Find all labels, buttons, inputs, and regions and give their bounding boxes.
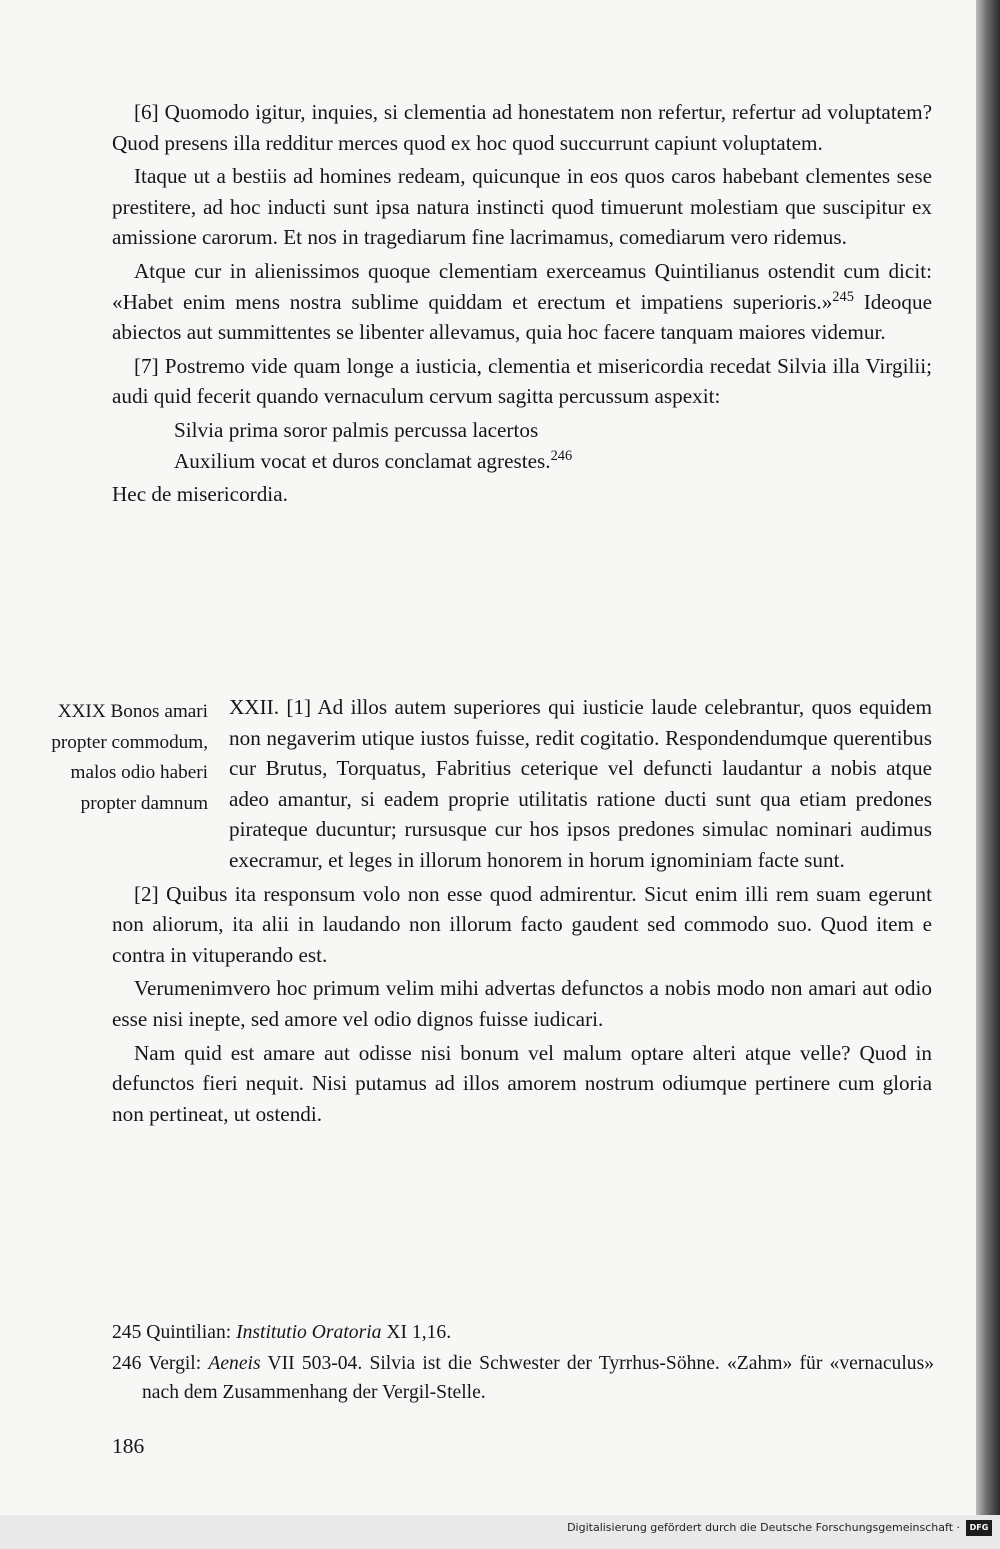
footnote-ref-246: 246 xyxy=(550,447,573,464)
footnote-title: Aeneis xyxy=(208,1353,261,1374)
margin-note-line: malos odio haberi xyxy=(70,762,208,784)
paragraph-text: Ideoque abiectos aut summittentes se libenter allevamus, quia hoc facere tanquam maiores videmur. xyxy=(112,289,932,345)
verse-quote xyxy=(174,415,932,476)
footnote-245 xyxy=(112,1318,934,1347)
dfg-logo: DFG xyxy=(966,1520,992,1536)
footnotes xyxy=(112,1318,934,1409)
footnote-ref-245: 245 xyxy=(832,288,854,305)
paragraph: [6] Quomodo igitur, inquies, si clementia ad honestatem non refertur, refertur ad voluptatem? Quod presens illa redditur merces quod ex hoc quod succurrunt capiunt voluptatem. xyxy=(112,100,932,155)
paragraph: Itaque ut a bestiis ad homines redeam, quicunque in eos quos caros habebant clementes sese prestitere, ad hoc inducti sunt ipsa natura instincti quod timuerunt molestiam que suscipitur ex amissione carorum. Et nos in tragediarum fine lacrimamus, comediarum vero ridemus. xyxy=(112,164,932,250)
page-edge-shadow xyxy=(976,0,1000,1515)
paragraph: [7] Postremo vide quam longe a iusticia, clementia et misericordia recedat Silvia illa Virgilii; audi quid fecerit quando vernaculum cervum sagitta percussum aspexit: xyxy=(112,353,932,409)
paragraph: Verumenimvero hoc primum velim mihi advertas defunctos a nobis modo non amari aut odio esse nisi inepte, sed amore vel odio dignos fuisse iudicari. xyxy=(112,976,932,1031)
footnote-246 xyxy=(112,1349,934,1407)
paragraph: [2] Quibus ita responsum volo non esse quod admirentur. Sicut enim illi rem suam egerunt non aliorum, ita alii in laudando non illorum facto gaudent sed commodo suo. Quod item e contra in vituperando est. xyxy=(112,881,932,967)
verse-line-text: Auxilium vocat et duros conclamat agrestes. xyxy=(174,448,551,473)
paragraph: Nam quid est amare aut odisse nisi bonum vel malum optare alteri atque velle? Quod in defunctos fieri nequit. Nisi putamus ad illos amorem nostrum odiumque pertinere cum gloria non pertineat, ut ostendi. xyxy=(112,1040,932,1126)
body-text-top xyxy=(112,97,932,510)
paragraph-text: Atque cur in alienissimos quoque clementiam exerceamus Quintilianus ostendit cum dicit: «Habet enim mens nostra sublime quiddam et erectum et impatiens superioris.» xyxy=(112,258,932,314)
footnote-label: 245 Quintilian: xyxy=(112,1322,237,1343)
paragraph xyxy=(229,692,932,876)
footnote-label: 246 Vergil: xyxy=(112,1353,209,1374)
page-number: 186 xyxy=(112,1434,145,1458)
margin-note-line: propter damnum xyxy=(80,792,208,814)
margin-note-line: propter commodum, xyxy=(51,731,208,753)
paragraph xyxy=(112,256,932,348)
footnote-title: Institutio Oratoria xyxy=(236,1322,382,1343)
footnote-text: VII 503-04. Silvia ist die Schwester der Tyrrhus-Söhne. «Zahm» für «vernaculus» nach dem Zusammenhang der Vergil-Stelle. xyxy=(142,1353,934,1403)
digitization-credit: Digitalisierung gefördert durch die Deutsche Forschungsgemeinschaft · xyxy=(567,1521,960,1534)
verse-line xyxy=(174,446,932,477)
margin-note-line: XXIX Bonos amari xyxy=(57,701,208,722)
paragraph-text: XXII. [1] Ad illos autem superiores qui iusticie laude celebrantur, quos equidem non negaverim utique iustos fuisse, redit cogitatio. Respondendumque querentibus cur Brutus, Torquatus, Fabritius ceterique vel defuncti laudantur a nobis atque adeo amantur, si eadem proprie utilitatis ratione ducti sunt qua etiam predones pirateque ducuntur; rursusque cur hos ipsos predones simulac nominari audimus execramur, et leges in illorum honorem in horum ignominiam facte sunt. xyxy=(229,695,932,872)
verse-line: Silvia prima soror palmis percussa lacertos xyxy=(174,417,539,442)
closing-line: Hec de misericordia. xyxy=(112,482,288,507)
footnote-text: XI 1,16. xyxy=(381,1322,452,1343)
section-xxii xyxy=(112,692,932,1132)
